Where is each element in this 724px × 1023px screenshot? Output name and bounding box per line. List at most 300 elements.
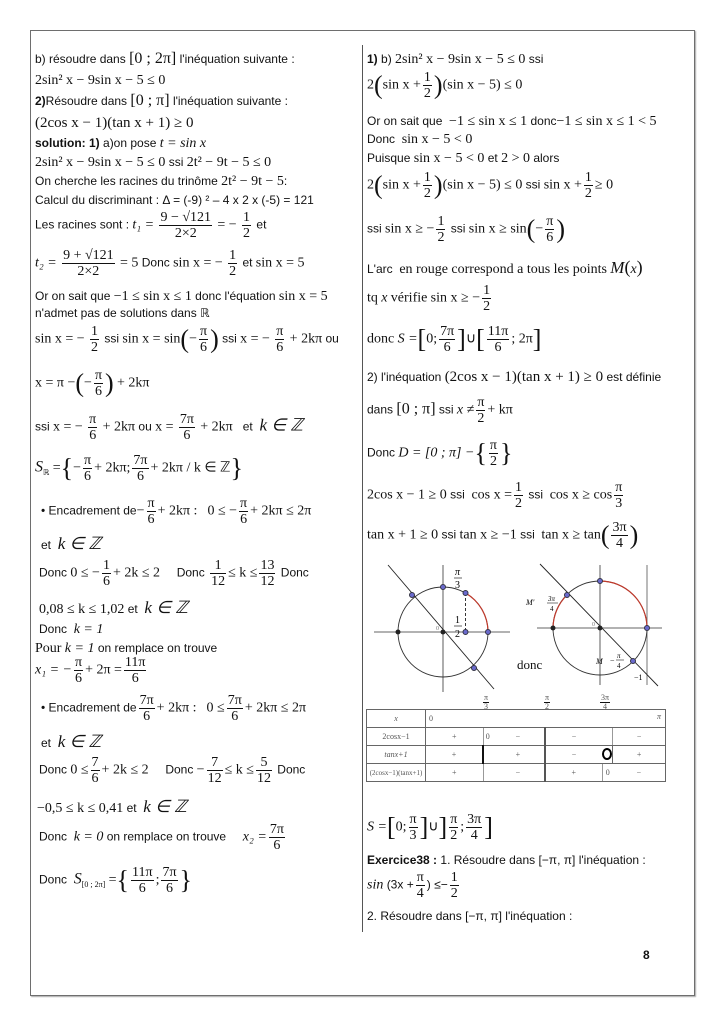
text: Donc — [39, 565, 68, 580]
math: ∪ — [428, 819, 439, 835]
label-origin: 0 — [436, 626, 439, 632]
interval: [0 ; π] — [130, 92, 170, 109]
math: + 2kπ / k ∈ ℤ — [150, 460, 231, 476]
text: ssi — [525, 177, 541, 192]
den: 6 — [136, 469, 144, 484]
point-pi-3 — [463, 591, 468, 596]
text: Pour — [35, 641, 62, 656]
math: + 2k ≤ 2 — [101, 762, 149, 778]
text: • Encadrement de — [41, 700, 137, 715]
num: 11π — [487, 324, 509, 339]
text: 2) l'inéquation — [367, 370, 442, 384]
fraction — [88, 412, 97, 443]
question-2 — [35, 92, 288, 110]
fraction — [449, 812, 458, 843]
text: vérifie — [390, 290, 428, 306]
math: ; — [460, 819, 465, 835]
text: et — [487, 151, 498, 165]
text: Donc — [367, 132, 396, 146]
text: ssi — [168, 155, 184, 169]
den: 3 — [409, 828, 417, 843]
solution-set-1: donc S =[0; $\frac{7\pi}{6}$ ]∪[ $\frac{11\pi}{6}$ ; 2π] — [367, 324, 542, 355]
text: et — [127, 602, 138, 616]
label-m-num: π — [617, 652, 621, 660]
text: ssi — [520, 527, 535, 542]
cell: − — [492, 764, 545, 782]
math: + kπ — [487, 402, 513, 418]
math: k ∈ ℤ — [57, 732, 102, 751]
label-mprime: M' — [526, 598, 535, 607]
num: 1 — [90, 324, 98, 339]
num: 11π — [124, 655, 146, 670]
num: π — [409, 812, 417, 827]
math: k ∈ ℤ — [144, 598, 188, 617]
fraction — [450, 870, 459, 901]
math: sin x − 5 < 0 — [401, 132, 473, 147]
label-2: 2 — [455, 629, 460, 640]
math: x ≠ — [456, 402, 475, 418]
num: π — [94, 368, 103, 383]
label: 1) — [367, 52, 378, 66]
text: • Encadrement de — [41, 503, 137, 518]
num: π — [545, 693, 550, 702]
fraction — [487, 324, 510, 355]
den: 4 — [616, 536, 624, 551]
math: tan x ≥ tan — [541, 527, 601, 543]
den: 2 — [515, 496, 522, 511]
math: ; — [155, 872, 160, 888]
math: x = — [155, 419, 174, 435]
k-range-2 — [39, 755, 305, 786]
math: sin x ≥ − — [385, 221, 435, 237]
factorized: 2(sin x + $\frac{1}{2}$ )(sin x − 5) ≤ 0 — [367, 70, 523, 101]
fraction — [199, 324, 208, 355]
math: = — [52, 460, 61, 476]
math: 0 ≤ — [70, 762, 89, 778]
num: 9 − √121 — [160, 210, 212, 225]
text: et — [41, 538, 52, 552]
text: en rouge correspond a tous les points — [399, 262, 607, 277]
fraction — [139, 693, 155, 724]
math: k ∈ ℤ — [143, 797, 187, 816]
text: ssi — [35, 419, 50, 434]
point-one — [645, 626, 650, 631]
num: π — [89, 412, 97, 427]
num: 7 — [91, 755, 99, 770]
cell: + — [492, 746, 545, 764]
text: donc l'équation — [195, 289, 276, 303]
fraction — [210, 558, 226, 589]
fraction — [228, 248, 237, 279]
fraction — [179, 412, 195, 443]
fraction — [611, 520, 627, 551]
num: 7π — [179, 412, 194, 427]
point-origin — [598, 626, 603, 631]
exercise-38-inequation — [367, 870, 461, 901]
label-mprime-den: 4 — [550, 605, 554, 613]
den: 6 — [131, 671, 139, 686]
fraction — [466, 812, 482, 843]
num: 1 — [515, 480, 522, 495]
cell — [602, 728, 613, 746]
point-minus-one — [396, 630, 401, 635]
math: D = [0 ; π] − — [398, 445, 475, 461]
num: 1 — [584, 170, 592, 185]
math: 2sin² x − 9sin x − 5 ≤ 0 — [35, 155, 166, 170]
text: et — [242, 255, 253, 270]
cell: 0 — [602, 764, 613, 782]
text: et — [41, 736, 52, 750]
math: sin x = 5 — [255, 255, 305, 271]
den: 2×2 — [77, 264, 100, 279]
cell: + — [613, 746, 666, 764]
text: Donc — [176, 565, 205, 580]
math: k ∈ ℤ — [57, 534, 102, 553]
text: ssi — [222, 331, 237, 346]
num: 1 — [450, 870, 458, 885]
exercise-38-title — [367, 851, 646, 869]
den: 2 — [243, 226, 251, 241]
den: 6 — [75, 671, 83, 686]
math: + 2kπ; — [94, 460, 131, 476]
math: −1 ≤ sin x ≤ 1 < 5 — [556, 114, 657, 129]
num: π — [83, 453, 92, 468]
math: x₂ = — [242, 829, 267, 845]
roots-t1 — [35, 210, 266, 241]
num: 7π — [227, 693, 242, 708]
den: 3 — [615, 496, 623, 511]
math: 0 ≤ — [206, 700, 225, 716]
num: 5 — [256, 755, 272, 771]
num: π — [240, 496, 248, 511]
text: ssi — [528, 487, 544, 502]
text: Puisque — [367, 151, 411, 165]
sin-compare: ssi sin x ≥ − $\frac{1}{2}$ ssi sin x ≥ sin(− $\frac{\pi}{6}$ ) — [367, 214, 565, 245]
text: et — [126, 801, 137, 815]
math: ≤ k ≤ — [228, 565, 258, 581]
num: 1 — [483, 283, 491, 298]
label-m-sign: − — [610, 656, 615, 665]
math: sin x ≥ sin — [468, 221, 527, 237]
math: − — [136, 503, 145, 519]
text: Donc — [39, 872, 68, 887]
label-1: 1 — [455, 615, 460, 626]
den: 2 — [489, 454, 497, 469]
math: ) ≤− — [426, 877, 448, 892]
point-one — [486, 630, 491, 635]
fraction — [94, 368, 103, 399]
math: = 5 — [120, 255, 139, 271]
text: ssi — [450, 487, 465, 502]
text: Or on sait que — [367, 114, 443, 128]
math: 0,08 ≤ k ≤ 1,02 — [39, 602, 125, 617]
solution-set-R: $S_ℝ$ ={− $\frac{\pi}{6}$ + 2kπ; $\frac{7\pi}{6}$ + 2kπ / k ∈ ℤ} — [35, 453, 243, 484]
den: 2 — [423, 86, 431, 101]
substitution — [35, 153, 271, 172]
num: π — [200, 324, 208, 339]
math: + 2kπ — [289, 331, 323, 347]
math: −1 ≤ sin x ≤ 1 — [113, 289, 192, 304]
math: M — [610, 258, 625, 277]
text: on remplace on trouve — [106, 829, 227, 844]
fraction — [423, 70, 432, 101]
den: 4 — [603, 702, 608, 711]
math: tan x ≥ −1 — [459, 527, 517, 543]
den: 6 — [546, 230, 554, 245]
since-line — [367, 149, 559, 168]
math: k = 1 — [64, 641, 95, 656]
den: 6 — [102, 574, 110, 589]
cell: + — [545, 764, 603, 782]
den: 2×2 — [174, 226, 197, 241]
num: π — [450, 812, 458, 827]
label-m: M — [596, 657, 603, 666]
math: + 2kπ : — [156, 700, 197, 716]
math: (sin x − 5) ≤ 0 — [442, 77, 523, 93]
roots-t2 — [35, 248, 305, 279]
den: 12 — [207, 771, 222, 786]
text: ou — [138, 419, 152, 434]
den: 2 — [450, 828, 458, 843]
k-integer-1 — [41, 535, 101, 554]
math: x = π − — [35, 375, 76, 391]
table-row — [367, 728, 666, 746]
label-mprime-num: 3π — [548, 595, 556, 603]
row-label: tanx+1 — [367, 746, 426, 764]
text: l'inéquation suivante : — [179, 52, 295, 66]
math: 2t² − 9t − 5 — [221, 174, 284, 189]
num: 1 — [229, 248, 237, 263]
fraction — [227, 693, 243, 724]
cell: + — [426, 764, 484, 782]
math: 2cos x − 1 ≥ 0 — [367, 487, 447, 503]
den: 2 — [477, 411, 485, 426]
red-arc — [466, 593, 489, 632]
text: Donc — [39, 829, 68, 844]
math: cos x = — [471, 487, 512, 503]
math: t₂ = — [35, 255, 57, 271]
tan-line — [388, 565, 494, 689]
math: + 2kπ — [102, 419, 136, 435]
num: 3π — [467, 812, 482, 827]
zero-marker-icon — [602, 748, 612, 760]
point-top — [441, 585, 446, 590]
math: sin — [367, 877, 384, 893]
text: b) — [381, 52, 392, 66]
fraction — [62, 248, 115, 279]
text: Or on sait que — [35, 289, 111, 303]
den: 6 — [89, 428, 97, 443]
fraction — [409, 812, 418, 843]
row-label: 2cosx−1 — [367, 728, 426, 746]
text: Donc — [367, 445, 396, 460]
math: x — [630, 262, 637, 277]
num: π — [546, 214, 554, 229]
point-lower-right — [472, 666, 477, 671]
math: (sin x − 5) ≤ 0 — [442, 177, 523, 193]
den: 2 — [483, 299, 491, 314]
text: ssi — [441, 527, 457, 542]
den: 6 — [443, 340, 451, 355]
text: ssi — [528, 52, 544, 66]
text: ssi — [450, 221, 466, 236]
cell: − — [545, 728, 603, 746]
num: 7π — [269, 822, 284, 837]
num: 1 — [423, 70, 431, 85]
math: t = sin x — [159, 136, 207, 151]
text: Donc — [141, 255, 170, 270]
num: 7π — [162, 865, 177, 880]
num: π — [416, 870, 424, 885]
math: 2t² − 9t − 5 ≤ 0 — [186, 155, 272, 170]
text: on remplace on trouve — [97, 641, 218, 655]
num: 1 — [102, 558, 110, 573]
column-divider — [362, 45, 363, 932]
math: sin x + — [543, 177, 582, 193]
value-pi: π — [656, 712, 661, 721]
fraction — [614, 480, 623, 511]
question-1b — [35, 50, 295, 68]
num: π — [74, 655, 83, 670]
math: k ∈ ℤ — [259, 415, 303, 435]
interval: [0 ; 2π] — [129, 50, 177, 67]
math: S — [73, 870, 82, 888]
den: 6 — [240, 512, 248, 527]
sin-minus-5 — [367, 130, 472, 149]
math: S — [35, 458, 43, 476]
fraction — [423, 170, 432, 201]
label-pi: π — [455, 567, 461, 578]
math: sin x + — [382, 77, 421, 93]
label: 2) — [35, 94, 46, 108]
fraction — [83, 453, 92, 484]
math: − — [73, 460, 81, 476]
domain-D: Donc D = [0 ; π] −{ $\frac{\pi}{2}$ } — [367, 438, 513, 469]
math: x₁ = − — [35, 662, 72, 678]
domain-condition — [367, 395, 513, 426]
math: ℝ — [43, 468, 50, 478]
red-arc-upper — [600, 581, 647, 628]
num: 1 — [423, 170, 431, 185]
point-origin — [441, 630, 446, 635]
den: 6 — [138, 881, 146, 896]
fraction — [269, 822, 285, 853]
den: 6 — [276, 340, 284, 355]
text: : — [283, 174, 288, 188]
math: −0,5 ≤ k ≤ 0,41 — [37, 801, 124, 816]
math: ∪ — [465, 331, 477, 347]
table-row — [367, 764, 666, 782]
math: sin x + — [382, 177, 421, 193]
equivalence: 2(sin x + $\frac{1}{2}$ )(sin x − 5) ≤ 0 ssi sin x + $\frac{1}{2}$ ≥ 0 — [367, 170, 614, 201]
sin-bound-right — [367, 112, 657, 131]
math: sin x = − — [35, 331, 85, 347]
point-minus-one — [551, 626, 556, 631]
text: ssi — [438, 402, 454, 417]
fraction — [436, 214, 445, 245]
num: 7 — [207, 755, 223, 771]
num: π — [477, 395, 485, 410]
fraction — [514, 480, 523, 511]
den: 6 — [231, 709, 239, 724]
den: 6 — [166, 881, 173, 896]
math: − — [535, 221, 544, 237]
text: tq — [367, 290, 378, 306]
text: Donc — [280, 565, 309, 580]
den: 2 — [229, 264, 237, 279]
cell: − — [545, 746, 603, 764]
inequation-1: 2sin² x − 9sin x − 5 ≤ 0 — [35, 73, 166, 88]
label-minus1: −1 — [634, 673, 643, 682]
cell — [483, 764, 492, 782]
unit-circle-cos-figure — [362, 560, 522, 695]
math: S = — [397, 331, 418, 347]
math: 2 > 0 — [501, 151, 530, 166]
den: 6 — [94, 384, 102, 399]
math: + 2π = — [85, 662, 122, 678]
math: x = − — [240, 331, 270, 347]
num: π — [484, 693, 489, 702]
text: l'inéquation suivante : — [172, 94, 288, 108]
math: + 2kπ — [117, 375, 150, 391]
den: 6 — [84, 469, 92, 484]
math: ≥ 0 — [594, 177, 614, 193]
k-decimal-2 — [37, 798, 187, 818]
table-header-row — [367, 710, 666, 728]
fraction — [132, 453, 148, 484]
math: (2cos x − 1)(tan x + 1) ≥ 0 — [444, 369, 604, 385]
bracket-1 — [41, 496, 311, 527]
den: 4 — [416, 886, 424, 901]
math: sin x − 5 < 0 — [413, 151, 485, 166]
math: 0 ≤ − — [207, 503, 238, 519]
num: π — [615, 480, 623, 495]
fraction — [545, 214, 554, 245]
donc-label: donc — [517, 657, 543, 672]
math: = − — [217, 217, 237, 233]
num: 9 + √121 — [63, 248, 114, 263]
text: ssi — [104, 331, 119, 346]
num: 7π — [440, 324, 455, 339]
answer-1b — [367, 50, 543, 69]
math: k = 0 — [73, 829, 104, 845]
text: dans — [367, 402, 394, 417]
text: donc — [367, 331, 395, 347]
no-solution: n'admet pas de solutions dans ℝ — [35, 306, 210, 320]
den: 12 — [256, 771, 271, 786]
fraction — [159, 210, 212, 241]
verify-line — [367, 283, 493, 314]
den: 12 — [260, 574, 275, 589]
page-number: 8 — [643, 948, 650, 962]
header-x: x — [367, 710, 426, 728]
fraction — [124, 655, 147, 686]
exercise-label: Exercice38 : — [367, 853, 438, 867]
fraction — [90, 324, 99, 355]
unit-circle-tan-figure — [512, 560, 692, 695]
fraction — [161, 865, 177, 896]
fraction — [489, 438, 498, 469]
text: ou — [325, 331, 339, 346]
num: π — [276, 324, 284, 339]
roots-intro — [35, 172, 287, 191]
num: 13 — [260, 558, 275, 573]
k-decimal-1 — [39, 599, 188, 619]
num: π — [489, 438, 497, 453]
fraction — [275, 324, 284, 355]
cell: + — [426, 746, 484, 764]
num: 1 — [210, 558, 226, 574]
